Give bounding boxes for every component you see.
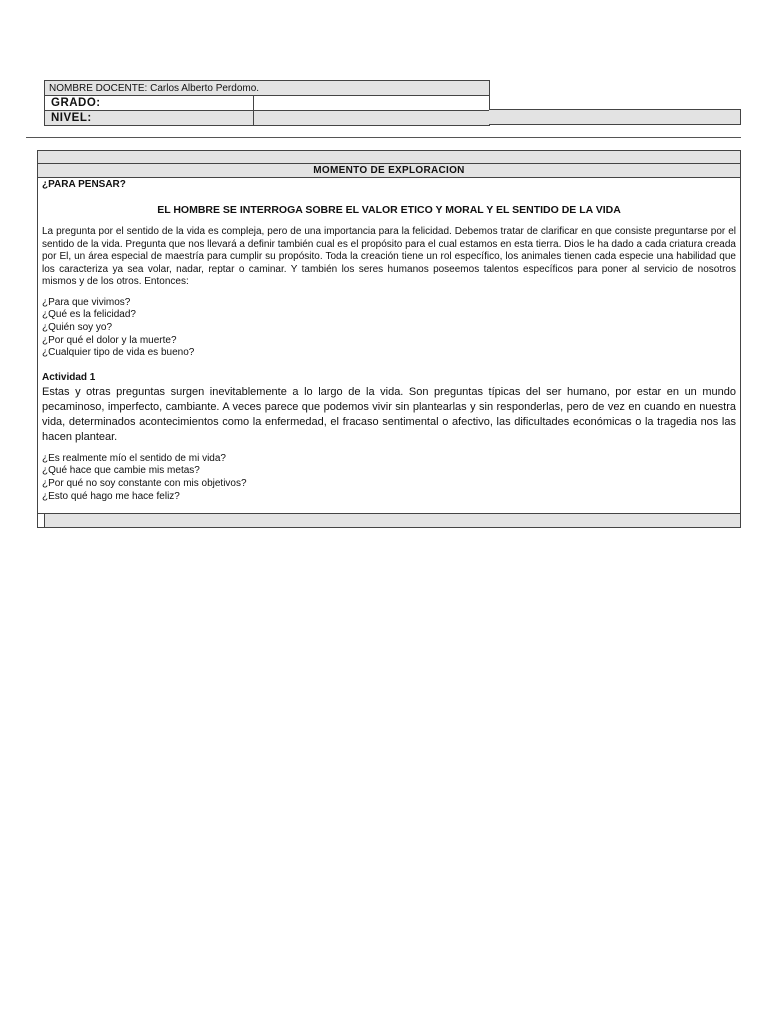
section-content xyxy=(38,179,740,513)
intro-paragraph: La pregunta por el sentido de la vida es compleja, pero de una importancia para la felicidad. Debemos tratar de clarificar en que consiste preguntarse por el sentido de la vida. Pregunta que nos llevará a definir también cual es el propósito para el cual estamos en esta tierra. Dios le ha dado a cada criatura creada por El, un área especial de maestría para cumplir su propósito. Toda la creación tiene un rol específico, los animales tienen cada especie una habilidad que los caracteriza ya sea volar, nadar, reptar o caminar. Y también los seres humanos poseemos talentos específicos para poner al servicio de nosotros mismos y de los otros. Entonces: xyxy=(42,226,736,287)
grado-label: GRADO: xyxy=(45,96,254,111)
nivel-row xyxy=(45,111,490,126)
nivel-value[interactable] xyxy=(254,111,490,126)
docente-name: NOMBRE DOCENTE: Carlos Alberto Perdomo. xyxy=(45,81,490,96)
grado-row xyxy=(45,96,490,111)
activity-paragraph: Estas y otras preguntas surgen inevitablemente a lo largo de la vida. Son preguntas típicas del ser humano, por estar en un mundo pecaminoso, imperfecto, cambiante. A veces parece que podemos vivir sin plantearlas y sin responderlas, pero de vez en cuando en nuestra vida, determinados acontecimientos como la enfermedad, el fracaso sentimental o afectivo, las dificultades económicas o la tragedia nos las hacen plantear. xyxy=(42,385,736,443)
top-bar xyxy=(38,151,740,164)
section-title: MOMENTO DE EXPLORACION xyxy=(38,164,740,178)
list-item: ¿Esto qué hago me hace feliz? xyxy=(42,490,180,502)
header-table xyxy=(44,80,490,126)
grado-value[interactable] xyxy=(254,96,490,111)
list-item: ¿Por qué no soy constante con mis objetivos? xyxy=(42,477,247,489)
nivel-label: NIVEL: xyxy=(45,111,254,126)
docente-row xyxy=(45,81,490,96)
list-item: ¿Es realmente mío el sentido de mi vida? xyxy=(42,452,226,464)
footer-fill xyxy=(45,514,740,527)
questions-list xyxy=(42,297,736,361)
para-pensar-label: ¿PARA PENSAR? xyxy=(42,179,126,190)
list-item: ¿Para que vivimos? xyxy=(42,296,131,308)
footer-row xyxy=(38,513,740,527)
questions-list-2 xyxy=(42,453,736,504)
exploration-box xyxy=(37,150,741,528)
list-item: ¿Quién soy yo? xyxy=(42,321,113,333)
list-item: ¿Qué hace que cambie mis metas? xyxy=(42,465,200,477)
list-item: ¿Cualquier tipo de vida es bueno? xyxy=(42,347,195,359)
list-item: ¿Qué es la felicidad? xyxy=(42,309,136,321)
main-heading: EL HOMBRE SE INTERROGA SOBRE EL VALOR ETICO Y MORAL Y EL SENTIDO DE LA VIDA xyxy=(157,203,621,216)
activity-label: Actividad 1 xyxy=(42,372,96,384)
nivel-extra-cell xyxy=(489,109,741,125)
list-item: ¿Por qué el dolor y la muerte? xyxy=(42,334,177,346)
divider xyxy=(26,137,741,138)
